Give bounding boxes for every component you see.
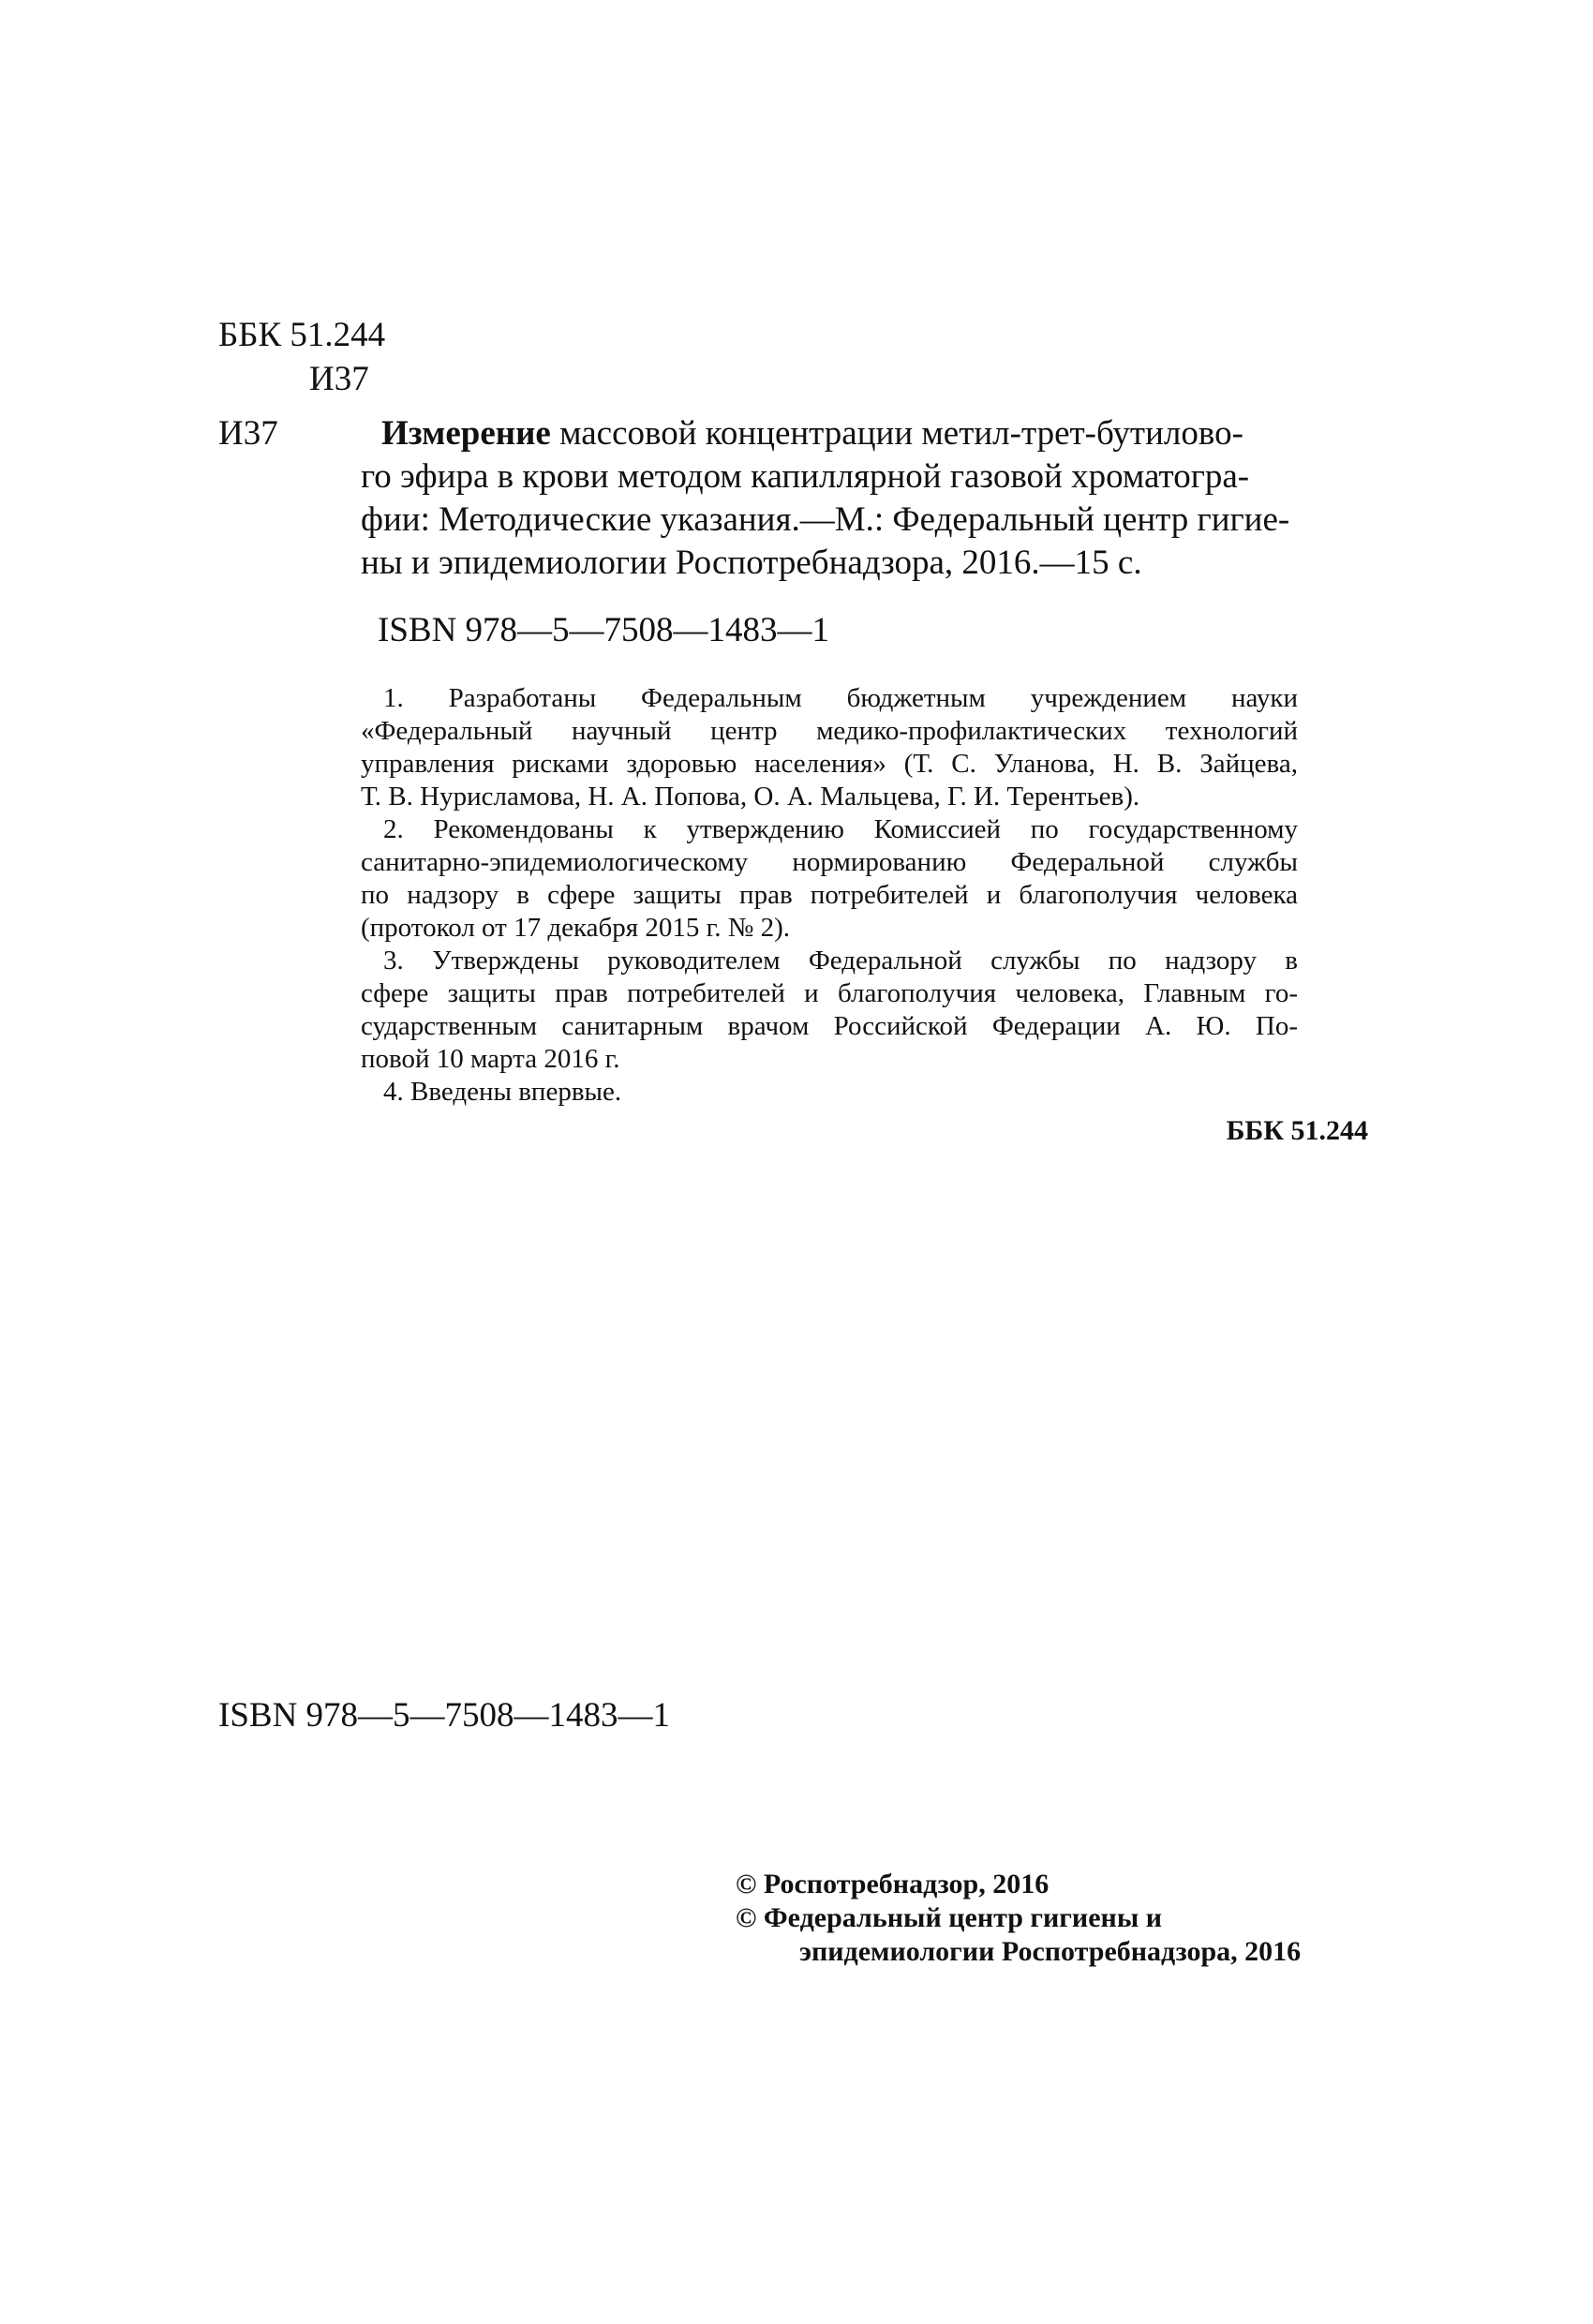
- note-item: [361, 682, 1298, 813]
- entry-isbn: ISBN 978—5—7508—1483—1: [378, 611, 830, 649]
- entry-author-mark: И37: [218, 414, 278, 453]
- note-line: санитарно-эпидемиологическому нормированию Федеральной службы: [361, 847, 1298, 877]
- bbk-classification-code: ББК 51.244: [218, 316, 386, 354]
- note-line: «Федеральный научный центр медико-профилактических технологий: [361, 716, 1298, 746]
- note-line: по надзору в сфере защиты прав потребителей и благополучия человека: [361, 880, 1298, 910]
- note-item: [361, 813, 1298, 945]
- note-line: (протокол от 17 декабря 2015 г. № 2).: [361, 913, 791, 943]
- entry-line: го эфира в крови методом капиллярной газовой хроматогра-: [361, 457, 1250, 496]
- note-item: [361, 945, 1298, 1076]
- note-line: Т. В. Нурисламова, Н. А. Попова, О. А. Мальцева, Г. И. Терентьев).: [361, 782, 1140, 812]
- copyright-line: эпидемиологии Роспотребнадзора, 2016: [799, 1936, 1302, 1967]
- entry-line: ны и эпидемиологии Роспотребнадзора, 2016.—15 с.: [361, 544, 1142, 582]
- note-line: 1. Разработаны Федеральным бюджетным учреждением науки: [383, 683, 1298, 713]
- bibliographic-entry: [361, 412, 1300, 585]
- entry-line: [361, 412, 1300, 455]
- note-line: 2. Рекомендованы к утверждению Комиссией по государственному: [383, 814, 1298, 844]
- note-line: 3. Утверждены руководителем Федеральной службы по надзору в: [383, 946, 1298, 976]
- entry-title-bold: Измерение: [381, 414, 551, 453]
- copyright-line: © Роспотребнадзор, 2016: [736, 1869, 1050, 1899]
- note-item: [361, 1076, 1298, 1109]
- entry-line: фии: Методические указания.—М.: Федеральный центр гигие-: [361, 500, 1290, 539]
- bbk-code-right: ББК 51.244: [1226, 1115, 1368, 1146]
- note-line: сфере защиты прав потребителей и благополучия человека, Главным го-: [361, 978, 1298, 1008]
- note-line: сударственным санитарным врачом Российской Федерации А. Ю. По-: [361, 1011, 1298, 1041]
- note-line: повой 10 марта 2016 г.: [361, 1044, 620, 1074]
- note-line: 4. Введены впервые.: [383, 1077, 622, 1107]
- note-line: управления рисками здоровью населения» (Т. С. Уланова, Н. В. Зайцева,: [361, 749, 1298, 779]
- approval-notes: [361, 682, 1298, 1109]
- copyright-line: © Федеральный центр гигиены и: [736, 1902, 1163, 1933]
- bbk-author-mark: И37: [309, 360, 369, 398]
- footer-isbn: ISBN 978—5—7508—1483—1: [218, 1696, 671, 1735]
- copyright-block: [736, 1868, 1382, 1969]
- entry-line-text: массовой концентрации метил-трет-бутилово-: [550, 414, 1243, 453]
